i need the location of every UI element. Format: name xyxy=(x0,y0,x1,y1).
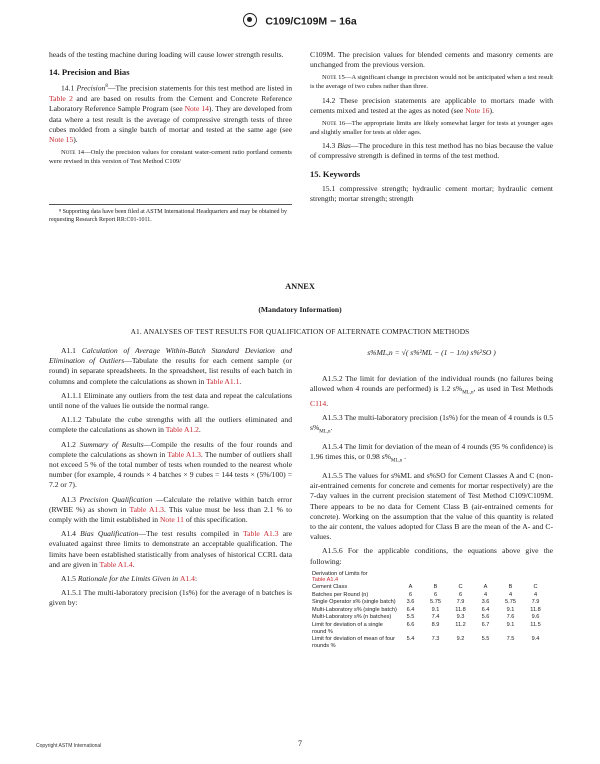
table-cell: 6 xyxy=(408,591,413,598)
link-note-15[interactable]: Note 15 xyxy=(49,134,74,144)
left-intro: heads of the testing machine during loading will cause lower strength results. xyxy=(49,50,284,59)
table-cell: 7.4 xyxy=(431,614,440,621)
table-cell: 11.8 xyxy=(530,606,541,613)
annex-left-column xyxy=(49,346,292,613)
table-cell: 8.9 xyxy=(431,621,440,628)
table-cell: 6.7 xyxy=(481,621,490,628)
paragraph-a1-5-5: A1.5.5 The values for s%ML and s%SO for Cement Classes A and C (non-air-entrained cements for concrete and cements for mortar respectively) are the 7-day values in the current precision statement of Test Method C109/C109M. There appears to be no data for Cement Class B (air-entrained cements for concrete). Working on the assumption that the value of this quantity is related to the air content, the values adopted for Class B are the mean of the A- and C-values. xyxy=(310,470,553,542)
link-c114[interactable]: C114 xyxy=(310,398,327,408)
table-row xyxy=(312,636,548,650)
paragraph-a1-5-1: A1.5.1 The multi-laboratory precision (1s%) for the average of n batches is given by: xyxy=(49,588,292,608)
link-a1-4[interactable]: A1.4 xyxy=(179,574,195,584)
annex-a1-heading: A1. ANALYSES OF TEST RESULTS FOR QUALIFICATION OF ALTERNATE COMPACTION METHODS xyxy=(130,327,470,336)
annex-subtitle: (Mandatory Information) xyxy=(258,305,342,314)
table-cell: 5.75 xyxy=(505,599,516,606)
paragraph-a1-5-3: A1.5.3 The multi-laboratory precision (1s%) for the mean of 4 rounds is 0.5 $s\%_{ML,n}$. xyxy=(310,413,553,435)
table-cell: 5.75 xyxy=(430,599,441,606)
link-table-a1-3[interactable]: Table A1.3 xyxy=(167,449,201,459)
paragraph-a1-1: A1.1 Calculation of Average Within-Batch Standard Deviation and Elimination of Outliers—Tabulate the results for each cement sample (or round) in separate spreadsheets. In the spreadsheet, list results of each batch in columns and complete the calculations as shown in Table A1.1. xyxy=(49,346,293,386)
document-title: C109/C109M − 16a xyxy=(265,15,357,28)
table-row-label: Limit for deviation of a single round % xyxy=(312,621,383,635)
table-cell: 7.3 xyxy=(431,636,440,643)
paragraph-a1-1-1: A1.1.1 Eliminate any outliers from the test data and repeat the calculations until none of the values lie outside the normal range. xyxy=(49,390,292,411)
link-note-16[interactable]: Note 16 xyxy=(465,105,490,115)
precision-formula: s%ML,n = √( s%²ML − (1 − 1/n) s%²SO ) xyxy=(367,348,496,357)
table-row-label: Single Operator s% (single batch) xyxy=(312,599,396,606)
link-table-a1-4[interactable]: Table A1.4 xyxy=(312,577,339,584)
table-row xyxy=(312,584,548,592)
table-cell: 11.5 xyxy=(530,621,541,628)
table-cell: 6.6 xyxy=(406,621,415,628)
table-row xyxy=(312,622,548,636)
paragraph-14-3: 14.3 Bias—The procedure in this test method has no bias because the value of compressive strength is defined in terms of the test method. xyxy=(310,141,554,161)
note-15: Note 15—A significant change in precision would not be anticipated when a test result is the average of two cubes rather than three. xyxy=(310,74,553,90)
table-row-label: Multi-Laboratory s% (n batches) xyxy=(312,614,392,621)
section-14-heading: 14. Precision and Bias xyxy=(49,67,130,78)
paragraph-14-2: 14.2 These precision statements are applicable to mortars made with cements mixed and tested at the ages as noted (see Note 16). xyxy=(310,95,553,115)
table-cell: 5.4 xyxy=(406,636,415,643)
table-cell: 7.6 xyxy=(506,614,515,621)
table-cell: 11.8 xyxy=(455,606,466,613)
paragraph-a1-5-4: A1.5.4 The limit for deviation of the mean of 4 rounds (95 % confidence) is 1.96 times this, or 0.98 $s\%_{ML,n}$ . xyxy=(310,442,553,464)
table-cell: 3.6 xyxy=(481,599,490,606)
table-cell: 6 xyxy=(433,591,438,598)
link-table-2[interactable]: Table 2 xyxy=(49,94,73,104)
table-row xyxy=(312,592,548,600)
table-cell: 6 xyxy=(458,591,463,598)
copyright-notice: Copyright ASTM International xyxy=(36,743,102,749)
table-cell: 9.4 xyxy=(531,636,540,643)
paragraph-a1-3: A1.3 Precision Qualification —Calculate the relative within batch error (RWBE %) as shown in Table A1.3. This value must be less than 2.1 % to comply with the limit established in Note 11 of this specification. xyxy=(49,494,293,525)
limits-derivation-table xyxy=(312,584,548,650)
paragraph-a1-5-6: A1.5.6 For the applicable conditions, the equations above give the following: xyxy=(310,546,553,566)
link-table-a1-4[interactable]: Table A1.4 xyxy=(99,559,133,569)
section-15-heading: 15. Keywords xyxy=(310,168,361,179)
link-table-a1-1[interactable]: Table A1.1 xyxy=(206,376,240,386)
table-cell: 7.9 xyxy=(456,599,465,606)
table-cell: 9.1 xyxy=(431,606,440,613)
page-header xyxy=(0,12,600,30)
right-intro: C109M. The precision values for blended cements and masonry cements are unchanged from the previous version. xyxy=(310,50,553,70)
table-cell: 9.1 xyxy=(506,606,515,613)
annex-title: ANNEX xyxy=(285,282,315,291)
table-cell: 5.5 xyxy=(481,636,490,643)
table-cell: 5.5 xyxy=(406,614,415,621)
table-cell: C xyxy=(458,583,463,590)
table-cell: 6.4 xyxy=(406,606,415,613)
table-cell: 3.6 xyxy=(406,599,415,606)
link-table-a1-3[interactable]: Table A1.3 xyxy=(243,529,279,539)
table-cell: C xyxy=(533,583,538,590)
table-cell: B xyxy=(508,583,513,590)
table-cell: 6.4 xyxy=(481,606,490,613)
table-row xyxy=(312,607,548,615)
astm-logo-icon xyxy=(243,13,257,27)
table-row-label: Batches per Round (n) xyxy=(312,591,369,598)
table-cell: 11.2 xyxy=(455,621,466,628)
table-row-label: Limit for deviation of mean of four rounds % xyxy=(312,636,396,649)
table-cell: 4 xyxy=(508,591,513,598)
left-column-top xyxy=(49,50,292,170)
annex-right-column xyxy=(310,346,553,650)
table-cell: 9.6 xyxy=(531,614,540,621)
table-cell: 7.5 xyxy=(506,636,515,643)
paragraph-a1-5-2: A1.5.2 The limit for deviation of the individual rounds (no failures being allowed when 4 rounds are performed) is 1.2 $s\%_{ML,n}$, as used in Test Methods C114. xyxy=(310,374,554,408)
table-cell: 9.1 xyxy=(506,621,515,628)
table-cell: A xyxy=(408,583,413,590)
table-cell: 9.3 xyxy=(456,614,465,621)
right-column-top xyxy=(310,50,553,208)
page-number: 7 xyxy=(298,739,302,748)
table-row-label: Cement Class xyxy=(312,583,348,590)
link-note-14[interactable]: Note 14 xyxy=(184,104,209,114)
table-row xyxy=(312,599,548,607)
footnote-8: ⁸ Supporting data have been filed at ASTM International Headquarters and may be obtained by requesting Research Report RR:C01-1011. xyxy=(49,204,292,224)
link-note-11[interactable]: Note 11 xyxy=(159,515,184,525)
paragraph-a1-5: A1.5 Rationale for the Limits Given in A1.4: xyxy=(61,574,198,584)
table-cell: 4 xyxy=(483,591,488,598)
paragraph-14-1: 14.1 Precision$^8$—The precision statements for this test method are listed in Table 2 and are based on results from the Cement and Concrete Reference Laboratory Reference Sample Program (see Note 14). They are developed from data where a test result is the average of compressive strength tests of three cubes molded from a single batch of mortar and tested at the same age (see Note 15). xyxy=(49,83,293,144)
table-cell: 7.9 xyxy=(531,599,540,606)
table-caption: Derivation of Limits for Table A1.4 xyxy=(312,570,368,584)
table-cell: B xyxy=(433,583,438,590)
paragraph-a1-2: A1.2 Summary of Results—Compile the results of the four rounds and complete the calculations as shown in Table A1.3. The number of outliers shall not exceed 5 % of the total number of tests when rounded to the nearest whole number (for example, 4 rounds × 4 batches × 9 cubes = 144 tests × (5%/100) = 7.2 or 7). xyxy=(49,439,293,490)
table-cell: 9.2 xyxy=(456,636,465,643)
paragraph-a1-4: A1.4 Bias Qualification—The test results compiled in Table A1.3 are evaluated against three limits to demonstrate an acceptable qualification. The limits have been established statistically from analyses of historical CCRL data and are given in Table A1.4. xyxy=(49,529,292,569)
table-cell: 4 xyxy=(533,591,538,598)
link-table-a1-2[interactable]: Table A1.2 xyxy=(165,425,199,435)
table-cell: 5.6 xyxy=(481,614,490,621)
note-14: Note 14—Only the precision values for constant water-cement ratio portland cements were revised in this version of Test Method C109/ xyxy=(49,149,292,165)
link-table-a1-3[interactable]: Table A1.3 xyxy=(129,504,164,514)
paragraph-a1-1-2: A1.1.2 Tabulate the cube strengths with all the outliers eliminated and complete the calculations as shown in Table A1.2. xyxy=(49,415,292,435)
table-row-label: Multi-Laboratory s% (single batch) xyxy=(312,606,397,613)
paragraph-15-1: 15.1 compressive strength; hydraulic cement mortar; hydraulic cement strength; mortar strength; strength xyxy=(310,183,553,203)
table-row xyxy=(312,614,548,622)
note-16: Note 16—The appropriate limits are likely somewhat larger for tests at younger ages and slightly smaller for tests at older ages. xyxy=(310,120,553,136)
table-cell: A xyxy=(483,583,488,590)
